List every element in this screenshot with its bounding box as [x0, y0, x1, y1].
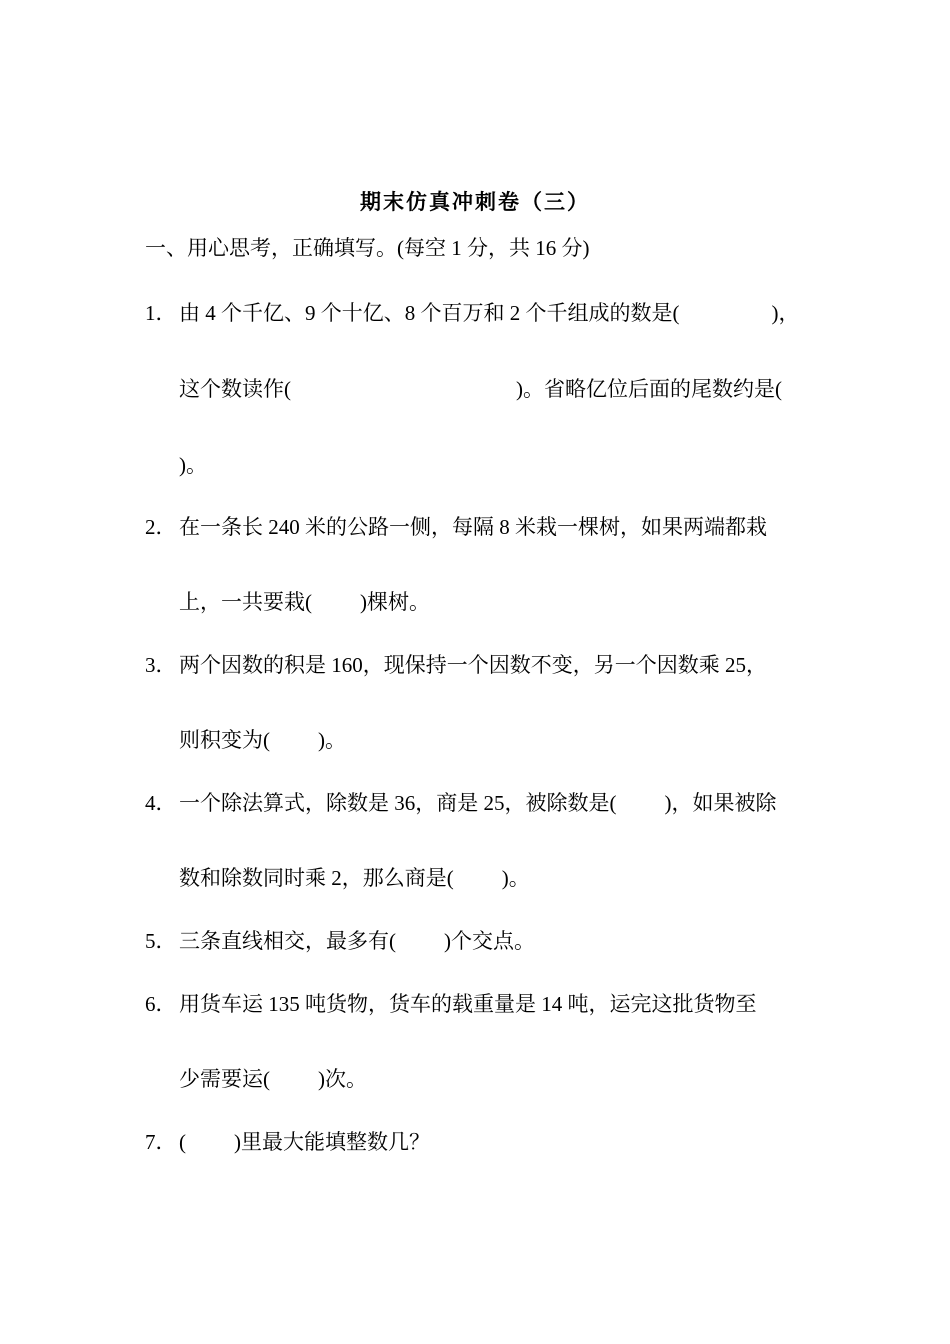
question-text: 在一条长 240 米的公路一侧，每隔 8 米栽一棵树，如果两端都栽 [179, 515, 767, 539]
question-text: )。 [501, 866, 530, 890]
question-3-line-2 [179, 726, 346, 754]
question-1 [145, 299, 800, 327]
question-text: )次。 [318, 1067, 367, 1091]
question-text: 上，一共要栽( [179, 590, 312, 614]
question-number: 4． [145, 791, 177, 815]
question-number: 5． [145, 929, 177, 953]
question-1-line-3 [179, 451, 207, 479]
question-3 [145, 651, 767, 679]
question-text: )。 [179, 453, 207, 477]
question-text: )里最大能填整数几？ [234, 1130, 430, 1154]
question-number: 2． [145, 515, 177, 539]
question-text: 由 4 个千亿、9 个十亿、8 个百万和 2 个千组成的数是( [179, 301, 680, 325]
question-text: ( [179, 1130, 186, 1154]
question-text: 则积变为( [179, 728, 270, 752]
question-number: 7． [145, 1130, 177, 1154]
question-text: 数和除数同时乘 2，那么商是( [179, 866, 454, 890]
question-text: 少需要运( [179, 1067, 270, 1091]
question-text: 两个因数的积是 160，现保持一个因数不变，另一个因数乘 25， [179, 653, 767, 677]
question-2 [145, 513, 767, 541]
question-5 [145, 927, 535, 955]
question-number: 3． [145, 653, 177, 677]
page-title: 期末仿真冲刺卷（三） [360, 190, 590, 214]
question-4-line-2 [179, 864, 530, 892]
question-6-line-2 [179, 1065, 367, 1093]
section-heading: 一、用心思考，正确填写。(每空 1 分，共 16 分) [145, 236, 590, 260]
question-text: )，如果被除 [664, 791, 777, 815]
question-4 [145, 789, 777, 817]
question-6 [145, 990, 757, 1018]
question-text: )棵树。 [360, 590, 430, 614]
question-text: 一个除法算式，除数是 36，商是 25，被除数是( [179, 791, 617, 815]
question-text: 三条直线相交，最多有( [179, 929, 396, 953]
question-text: 用货车运 135 吨货物，货车的载重量是 14 吨，运完这批货物至 [179, 992, 757, 1016]
question-text: 这个数读作( [179, 377, 291, 401]
question-number: 1． [145, 301, 177, 325]
question-text: )。 [318, 728, 346, 752]
question-text: )个交点。 [444, 929, 535, 953]
question-text: )。省略亿位后面的尾数约是( [516, 377, 782, 401]
question-text: )， [771, 301, 800, 325]
question-7 [145, 1128, 430, 1156]
question-number: 6． [145, 992, 177, 1016]
question-1-line-2 [179, 375, 782, 403]
question-2-line-2 [179, 588, 430, 616]
